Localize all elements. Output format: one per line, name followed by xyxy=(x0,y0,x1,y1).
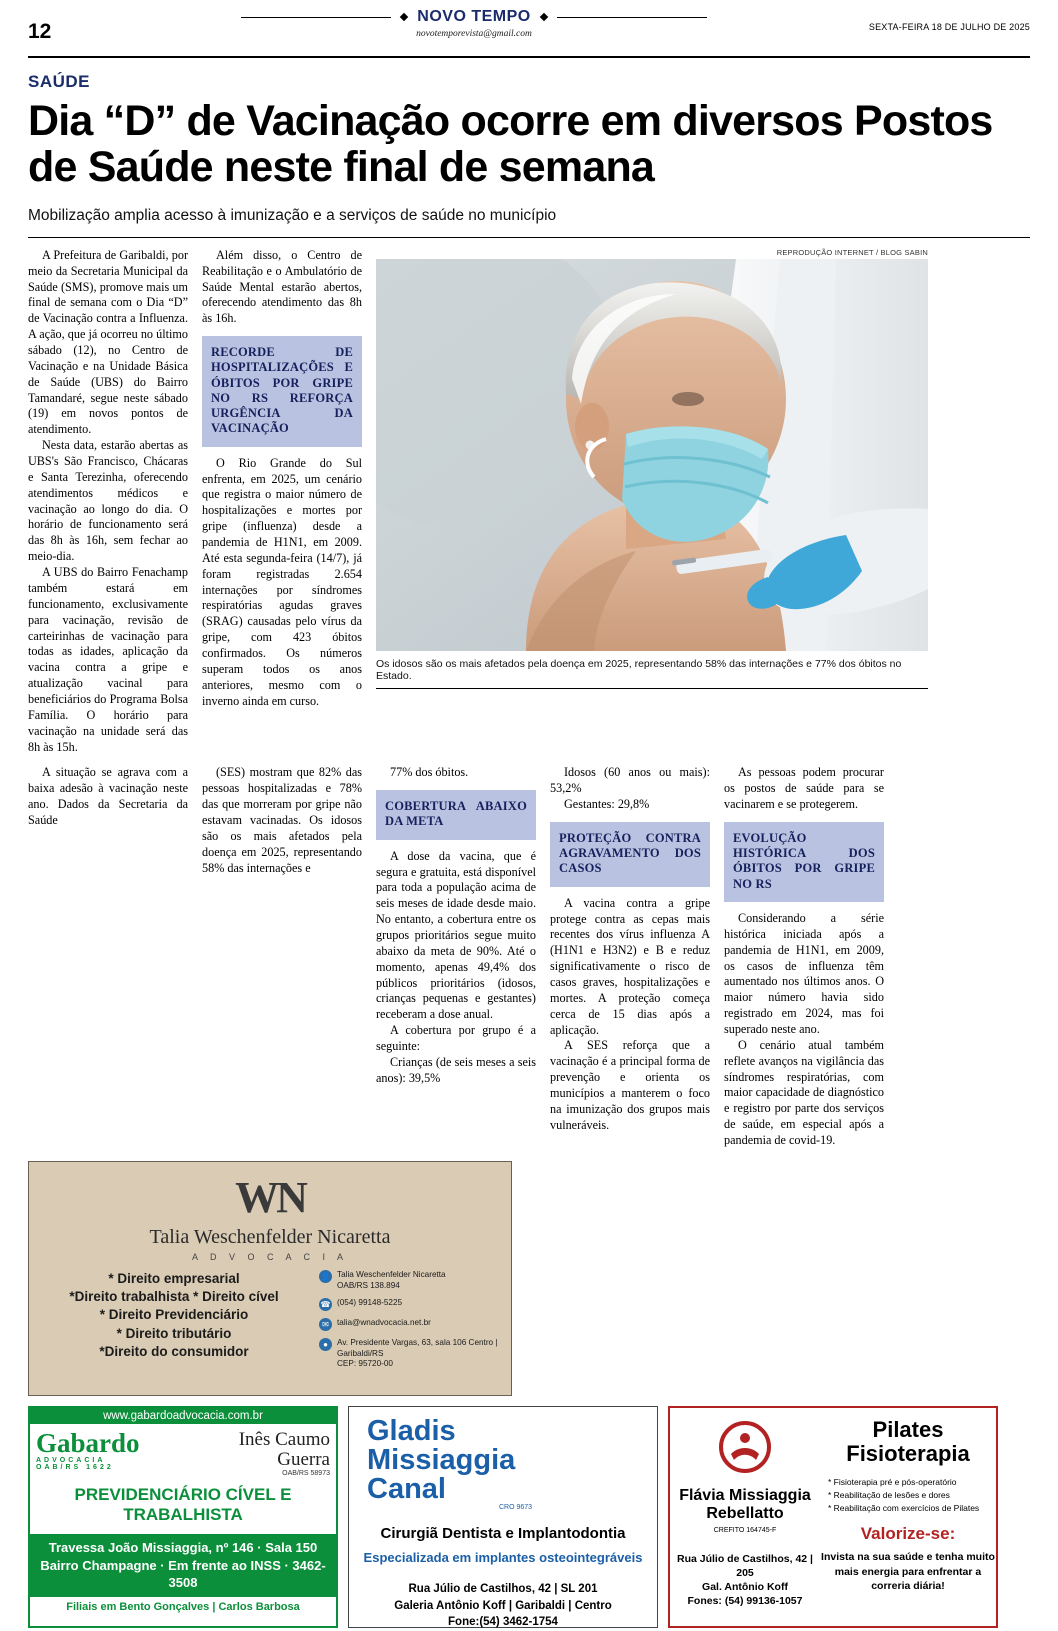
diamond-left-icon xyxy=(400,13,408,21)
article-column-7 xyxy=(724,765,884,1148)
article-top-region xyxy=(28,248,1030,756)
article-column-5 xyxy=(376,765,536,1148)
article-column-4 xyxy=(202,765,362,1148)
ad-service-item: *Direito do consumidor xyxy=(99,1343,249,1359)
ad-gladis-name2: Missiaggia xyxy=(367,1443,516,1476)
ad-gabardo-oab-right: OAB/RS 58973 xyxy=(282,1469,330,1477)
page-title: Dia “D” de Vacinação ocorre em diversos Postos de Saúde neste final de semana xyxy=(28,97,993,192)
article-column-6 xyxy=(550,765,710,1148)
paragraph: A vacina contra a gripe protege contra as cepas mais recentes dos vírus influenza A (H1N1 e H3N2) e B e reduz significativamente o risco de casos graves, hospitalizações e mortes. A proteção começa cerca de 15 dias após a aplicação. xyxy=(550,895,710,1037)
paragraph: O cenário atual também reflete avanços na vigilância das síndromes respiratórias, com maior capacidade de diagnóstico e registro por parte dos serviços de saúde, em especial após a pandemia de covid-19. xyxy=(724,1037,884,1147)
ad-gladis-phone: Fone:(54) 3462-1754 xyxy=(448,1616,558,1629)
masthead xyxy=(28,0,1030,58)
pilates-logo-icon xyxy=(718,1420,772,1474)
ads-row-top xyxy=(28,1161,1030,1396)
ad-gladis-logo xyxy=(349,1407,657,1504)
paragraph: Gestantes: 29,8% xyxy=(564,797,650,812)
ad-pilates-bullets xyxy=(820,1476,996,1514)
ad-talia-address: Av. Presidente Vargas, 63, sala 106 Centro | Garibaldi/RS xyxy=(337,1338,498,1358)
pull-quote-box-3: PROTEÇÃO CONTRA AGRAVAMENTO DOS CASOS xyxy=(550,822,710,887)
ad-service-item: * Direito empresarial xyxy=(108,1270,240,1286)
photo-caption: Os idosos são os mais afetados pela doença em 2025, representando 58% das internações e 77% dos óbitos no Estado. xyxy=(376,658,928,689)
ad-talia-email: talia@wnadvocacia.net.br xyxy=(337,1318,431,1328)
ad-pilates-bullet: * Fisioterapia pré e pós-operatório xyxy=(828,1477,957,1488)
location-pin-icon: ● xyxy=(319,1338,332,1351)
ad-gladis-line1: Cirurgiã Dentista e Implantodontia xyxy=(380,1524,626,1542)
ad-talia-contact-oab: OAB/RS 138.894 xyxy=(337,1280,400,1290)
ad-pilates-title1: Pilates xyxy=(872,1416,944,1442)
ad-talia-name: Talia Weschenfelder Nicaretta xyxy=(149,1225,391,1248)
ad-pilates-name: Flávia Missiaggia Rebellatto xyxy=(679,1486,811,1523)
person-icon: 👤 xyxy=(320,1271,331,1281)
ad-talia-cep: CEP: 95720-00 xyxy=(337,1359,393,1369)
ad-gabardo-advocacia[interactable] xyxy=(28,1406,338,1628)
article-column-3 xyxy=(28,765,188,1148)
ad-gabardo-oab-left: OAB/RS 1622 xyxy=(36,1463,114,1471)
publication-email: novotemporevista@gmail.com xyxy=(416,29,532,39)
rule-right xyxy=(557,17,707,18)
ad-gabardo-website[interactable]: www.gabardoadvocacia.com.br xyxy=(30,1408,336,1424)
ad-gabardo-branches: Filiais em Bento Gonçalves | Carlos Barbosa xyxy=(66,1600,300,1613)
paragraph: (SES) mostram que 82% das pessoas hospitalizadas e 78% das que morreram por gripe não estavam vacinadas. Os idosos são os mais afetados pela doença em 2025, representando 58% das internações e xyxy=(202,765,362,875)
paragraph: Idosos (60 anos ou mais): 53,2% xyxy=(550,765,710,796)
paragraph: O Rio Grande do Sul enfrenta, em 2025, um cenário que registra o maior número de hospitalizações e mortes por gripe (influenza) desde a pandemia de H1N1, em 2009. Até esta segunda-feira (14/7), já foram registradas 2.654 internações por síndromes respiratórias agudas graves (SRAG) causadas pelo vírus da gripe, com 423 óbitos confirmados. Os números superam todos os anos anteriores, mesmo com o inverno ainda em curso. xyxy=(202,455,362,708)
ad-pilates-crefito: CREFITO 164745-F xyxy=(713,1526,777,1534)
ad-gabardo-logo-text: Gabardo xyxy=(36,1427,140,1458)
pull-quote-box-1: RECORDE DE HOSPITALIZAÇÕES E ÓBITOS POR GRIPE NO RS REFORÇA URGÊNCIA DA VACINAÇÃO xyxy=(202,336,362,447)
ad-pilates-address xyxy=(670,1552,820,1609)
article-photo xyxy=(376,259,928,651)
ad-pilates-left xyxy=(670,1408,820,1626)
paragraph: As pessoas podem procurar os postos de saúde para se vacinarem e se protegerem. xyxy=(724,765,884,812)
photo-illustration xyxy=(376,259,928,651)
article-column-2 xyxy=(202,248,362,756)
paragraph: A dose da vacina, que é segura e gratuita, está disponível para toda a população acima de seis meses de idade desde maio. No entanto, a cobertura entre os grupos prioritários segue muito abaixo da meta de 90%. Até o momento, apenas 49,4% dos públicos prioritários (idosos, crianças pequenas e gestantes) receberam a dose anual. xyxy=(376,848,536,1022)
ad-pilates-pitch: Invista na sua saúde e tenha muito mais energia para enfrentar a correria diária! xyxy=(821,1551,995,1592)
masthead-center xyxy=(118,8,830,39)
diamond-right-icon xyxy=(539,13,547,21)
ad-talia-contact-name: Talia Weschenfelder Nicaretta xyxy=(337,1269,446,1279)
ad-gladis-missiaggia[interactable] xyxy=(348,1406,658,1628)
rule-left xyxy=(241,17,391,18)
ad-pilates-valorize: Valorize-se: xyxy=(860,1524,956,1544)
pull-quote-box-4: EVOLUÇÃO HISTÓRICA DOS ÓBITOS POR GRIPE NO RS xyxy=(724,822,884,902)
ad-gladis-address xyxy=(349,1581,657,1631)
ad-service-item: *Direito trabalhista * Direito cível xyxy=(69,1289,279,1305)
ad-pilates-right xyxy=(820,1408,996,1626)
ad-pilates-address2: Gal. Antônio Koff xyxy=(702,1580,788,1593)
ad-gladis-cro: CRO 9673 xyxy=(499,1503,533,1511)
paragraph: A situação se agrava com a baixa adesão à vacinação neste ano. Dados da Secretaria da Saúde xyxy=(28,765,188,827)
paragraph: A Prefeitura de Garibaldi, por meio da Secretaria Municipal da Saúde (SMS), promove mais um final de semana com o Dia “D” de Vacinação contra a Influenza. A ação, que já ocorreu no último sábado (12), no Centro de Vacinação e na Unidade Básica de Saúde (UBS) do Bairro Tamandaré, segue neste sábado (19) em novos pontos de atendimento. xyxy=(28,247,188,437)
publication-date: SEXTA-FEIRA 18 DE JULHO DE 2025 xyxy=(868,22,1030,32)
paragraph: A SES reforça que a vacinação é a principal forma de prevenção e orienta os municípios a manterem o foco na imunização dos grupos mais vulneráveis. xyxy=(550,1038,710,1132)
ad-gabardo-name2: Guerra xyxy=(277,1448,330,1470)
ad-gabardo-address: Travessa João Missiaggia, nº 146 · Sala 150 Bairro Champagne · Em frente ao INSS · 3462-3508 xyxy=(30,1534,336,1597)
email-icon: ✉ xyxy=(319,1318,332,1331)
ads-row-bottom xyxy=(28,1406,1030,1628)
paragraph: Nesta data, estarão abertas as UBS's São Francisco, Chácaras e Santa Terezinha, oferecendo atendimentos médicos e vacinação ao longo do dia. O horário de funcionamento será das 8h às 16h, sem fechar ao meio-dia. xyxy=(28,438,188,564)
phone-icon: ☎ xyxy=(320,1300,331,1310)
ad-gladis-line2: Especializada em implantes osteointegráveis xyxy=(363,1549,643,1565)
ad-service-item: * Direito tributário xyxy=(116,1325,232,1341)
article-photo-block xyxy=(376,248,928,756)
ad-pilates-bullet: * Reabilitação com exercícios de Pilates xyxy=(828,1502,980,1513)
ad-gladis-name1: Gladis xyxy=(367,1414,456,1447)
article-column-1 xyxy=(28,248,188,756)
ad-gabardo-name1: Inês Caumo xyxy=(238,1428,330,1450)
ad-talia-contact xyxy=(319,1270,509,1377)
ad-gabardo-areas: PREVIDENCIÁRIO CÍVEL E TRABALHISTA xyxy=(74,1485,292,1524)
paragraph: Crianças (de seis meses a seis anos): 39,5% xyxy=(376,1054,536,1085)
photo-credit: REPRODUÇÃO INTERNET / BLOG SABIN xyxy=(776,247,928,257)
ad-pilates-fisioterapia[interactable] xyxy=(668,1406,998,1628)
ad-talia-address-block xyxy=(337,1338,509,1370)
paragraph: 77% dos óbitos. xyxy=(390,765,469,780)
section-label: SAÚDE xyxy=(28,72,91,91)
page-number: 12 xyxy=(28,20,52,43)
ad-service-item: * Direito Previdenciário xyxy=(99,1307,249,1323)
ad-gabardo-logo-sub: ADVOCACIA xyxy=(36,1456,106,1464)
ad-pilates-address1: Rua Júlio de Castilhos, 42 | 205 xyxy=(677,1552,813,1579)
ad-gladis-address2: Galeria Antônio Koff | Garibaldi | Centro xyxy=(394,1599,612,1612)
ad-pilates-title2: Fisioterapia xyxy=(846,1441,970,1467)
ad-gladis-name3: Canal xyxy=(367,1472,446,1505)
paragraph: A UBS do Bairro Fenachamp também estará em funcionamento, exclusivamente para vacinação, revisão de carteirinhas de vacinação para todas as idades, aplicação da vacina contra a gripe e atualização vacinal para beneficiários do Programa Bolsa Família. O horário para vacinação na unidade será das 8h às 15h. xyxy=(28,565,188,754)
article-bottom-region xyxy=(28,765,1030,1148)
ad-talia-phone: (054) 99148-5225 xyxy=(337,1298,403,1308)
paragraph: Considerando a série histórica iniciada após a pandemia de H1N1, em 2009, os casos de influenza têm aumentado nos últimos anos. O maior número havia sido registrado em 2024, mas foi superado neste ano. xyxy=(724,910,884,1036)
paragraph: A cobertura por grupo é a seguinte: xyxy=(376,1023,536,1054)
ad-talia-services xyxy=(29,1270,319,1377)
ad-pilates-bullet: * Reabilitação de lesões e dores xyxy=(828,1489,950,1500)
pull-quote-box-2: COBERTURA ABAIXO DA META xyxy=(376,790,536,840)
ad-talia-monogram: WN xyxy=(235,1172,305,1222)
paragraph: Além disso, o Centro de Reabilitação e o Ambulatório de Saúde Mental estarão abertos, oferecendo atendimento das 8h às 16h. xyxy=(202,247,362,326)
ad-pilates-phone: Fones: (54) 99136-1057 xyxy=(687,1595,803,1608)
publication-name: NOVO TEMPO xyxy=(417,8,531,25)
ad-talia-weschenfelder[interactable] xyxy=(28,1161,512,1396)
divider xyxy=(28,237,1030,238)
ad-gabardo-names xyxy=(140,1430,330,1477)
ad-gabardo-logo xyxy=(36,1427,140,1477)
ad-talia-contact-name-block xyxy=(337,1270,446,1291)
ad-talia-subtitle: A D V O C A C I A xyxy=(191,1251,349,1262)
ads-spacer xyxy=(522,1161,1004,1396)
ad-gladis-address1: Rua Júlio de Castilhos, 42 | SL 201 xyxy=(408,1582,598,1595)
article-subhead: Mobilização amplia acesso à imunização e a serviços de saúde no município xyxy=(28,206,557,224)
